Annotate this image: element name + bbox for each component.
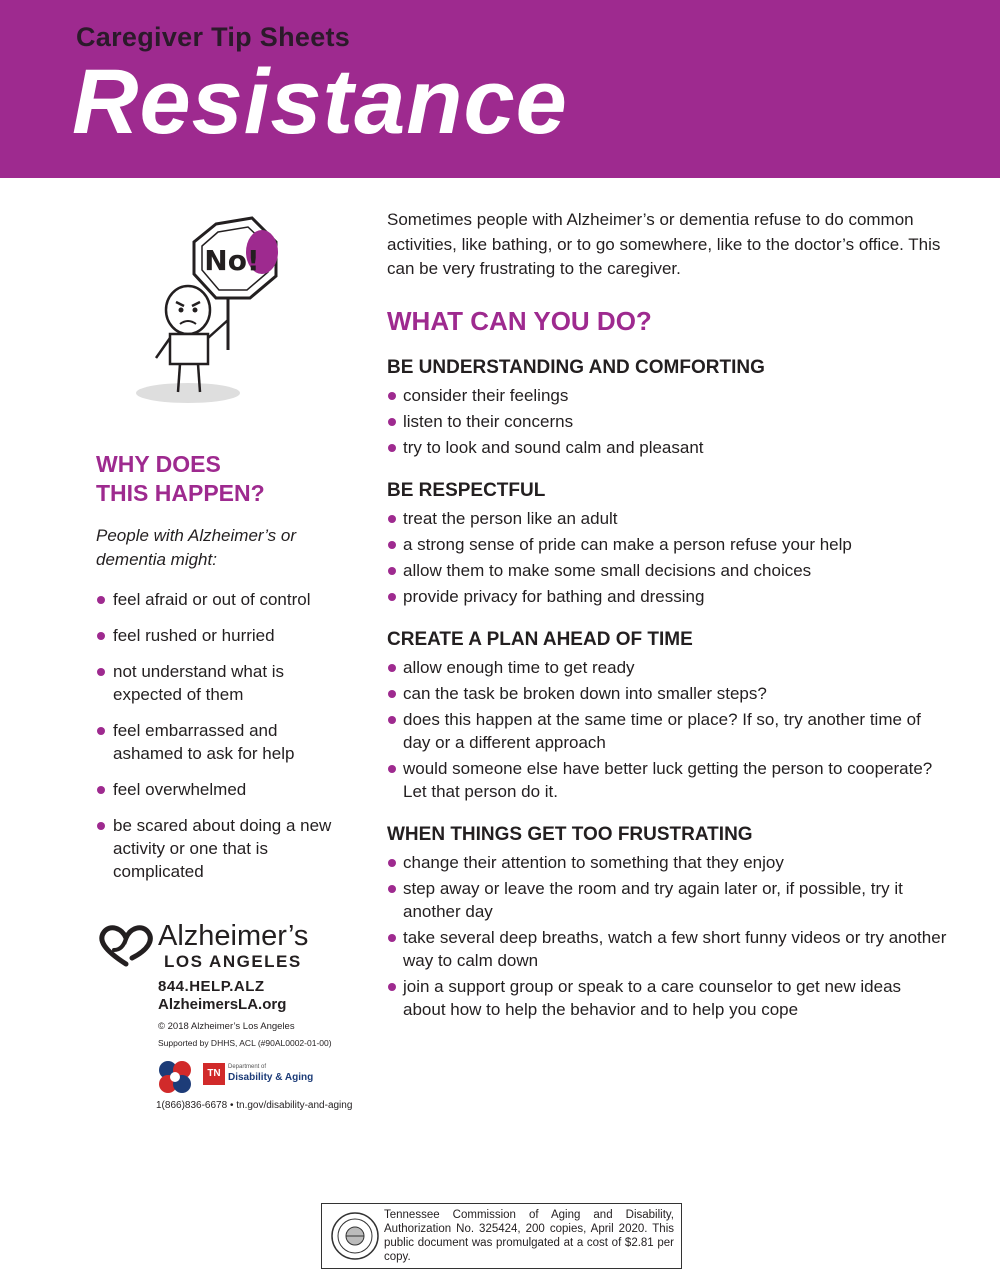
- list-item: take several deep breaths, watch a few short funny videos or try another way to calm down: [387, 926, 947, 972]
- grumpy-person-icon: [128, 210, 288, 410]
- list-item: does this happen at the same time or place? If so, try another time of day or a different approach: [387, 708, 947, 754]
- org-website: AlzheimersLA.org: [158, 996, 287, 1013]
- why-list: [96, 588, 346, 883]
- main-content: [387, 208, 947, 1024]
- list-item: feel overwhelmed: [96, 778, 346, 801]
- why-heading: WHY DOES THIS HAPPEN?: [96, 451, 265, 506]
- tips-list: [387, 384, 947, 459]
- tips-list: [387, 851, 947, 1021]
- list-item: allow enough time to get ready: [387, 656, 947, 679]
- section-title: BE UNDERSTANDING AND COMFORTING: [387, 356, 765, 378]
- section-title: WHEN THINGS GET TOO FRUSTRATING: [387, 823, 753, 845]
- tn-dept-name: Disability & Aging: [228, 1072, 314, 1083]
- lead-paragraph: Sometimes people with Alzheimer’s or dementia refuse to do common activities, like bathing, or to go somewhere, like to the doctor’s office. This can be very frustrating to the caregiver.: [387, 210, 941, 278]
- list-item: step away or leave the room and try again later or, if possible, try it another day: [387, 877, 947, 923]
- list-item: be scared about doing a new activity or one that is complicated: [96, 814, 346, 883]
- sign-text: No!: [204, 244, 260, 277]
- header-banner: [0, 0, 1000, 178]
- tips-list: [387, 656, 947, 803]
- list-item: allow them to make some small decisions and choices: [387, 559, 947, 582]
- alzheimers-heart-logo-icon: [96, 924, 156, 970]
- series-title: Caregiver Tip Sheets: [76, 22, 351, 52]
- org-branding: [96, 918, 376, 1118]
- why-section: [96, 450, 346, 896]
- section-title: BE RESPECTFUL: [387, 479, 546, 501]
- brain-logo-icon: [156, 1058, 194, 1096]
- list-item: try to look and sound calm and pleasant: [387, 436, 947, 459]
- authorization-text: Tennessee Commission of Aging and Disability, Authorization No. 325424, 200 copies, April 2020. This public document was promulgated at a cost of $2.81 per copy.: [384, 1209, 674, 1263]
- list-item: feel afraid or out of control: [96, 588, 346, 611]
- page-title: Resistance: [72, 51, 568, 153]
- brand-name: Alzheimer’s: [158, 920, 309, 952]
- list-item: join a support group or speak to a care counselor to get new ideas about how to help the behavior and to help you cope: [387, 975, 947, 1021]
- tennessee-seal-icon: [330, 1211, 380, 1261]
- list-item: treat the person like an adult: [387, 507, 947, 530]
- authorization-notice: [321, 1203, 682, 1269]
- copyright-text: © 2018 Alzheimer’s Los Angeles: [158, 1021, 295, 1032]
- list-item: feel embarrassed and ashamed to ask for help: [96, 719, 346, 765]
- contact-line: 1(866)836-6678 • tn.gov/disability-and-aging: [156, 1100, 353, 1111]
- list-item: not understand what is expected of them: [96, 660, 346, 706]
- list-item: a strong sense of pride can make a person refuse your help: [387, 533, 947, 556]
- why-intro: People with Alzheimer’s or dementia might:: [96, 526, 296, 569]
- list-item: would someone else have better luck getting the person to cooperate? Let that person do it.: [387, 757, 947, 803]
- list-item: can the task be broken down into smaller steps?: [387, 682, 947, 705]
- tips-list: [387, 507, 947, 608]
- what-can-you-do-heading: WHAT CAN YOU DO?: [387, 305, 652, 336]
- list-item: change their attention to something that they enjoy: [387, 851, 947, 874]
- list-item: consider their feelings: [387, 384, 947, 407]
- list-item: provide privacy for bathing and dressing: [387, 585, 947, 608]
- tn-logo: TN: [203, 1063, 225, 1085]
- section-title: CREATE A PLAN AHEAD OF TIME: [387, 628, 693, 650]
- helpline-number: 844.HELP.ALZ: [158, 978, 265, 995]
- tn-dept-label: Department of: [228, 1064, 267, 1070]
- brand-city: LOS ANGELES: [164, 952, 302, 971]
- list-item: feel rushed or hurried: [96, 624, 346, 647]
- list-item: listen to their concerns: [387, 410, 947, 433]
- support-text: Supported by DHHS, ACL (#90AL0002-01-00): [158, 1038, 332, 1048]
